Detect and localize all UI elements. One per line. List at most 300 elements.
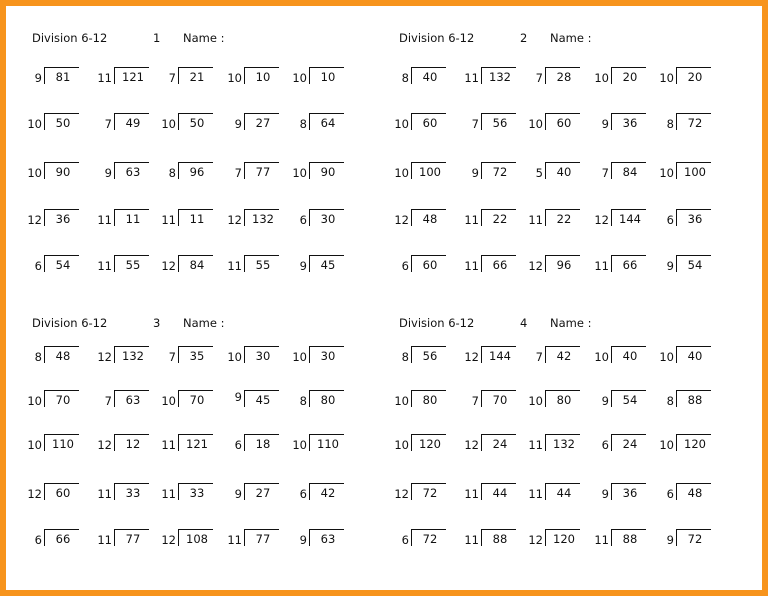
division-bracket: [676, 434, 711, 451]
division-bracket: [44, 162, 79, 179]
division-bracket: [481, 390, 516, 407]
division-problem: [525, 67, 585, 87]
worksheet-block-2: [394, 31, 759, 301]
block-title: Division 6-12: [399, 31, 475, 45]
dividend: 77: [255, 165, 271, 179]
division-problem: [656, 529, 716, 549]
division-bracket: [178, 434, 213, 451]
divisor: 6: [666, 213, 674, 227]
division-bracket: [309, 390, 344, 407]
divisor: 12: [161, 533, 176, 547]
block-header: [399, 31, 759, 47]
problem-row: [27, 113, 392, 135]
divisor: 10: [292, 350, 307, 364]
worksheet-block-4: [394, 316, 759, 586]
divisor: 10: [394, 438, 409, 452]
divisor: 11: [594, 533, 609, 547]
division-bracket: [545, 483, 580, 500]
problem-row: [394, 434, 759, 456]
division-bracket: [178, 390, 213, 407]
divisor: 9: [234, 487, 242, 501]
divisor: 10: [659, 438, 674, 452]
dividend: 30: [255, 349, 271, 363]
division-problem: [591, 255, 651, 275]
dividend: 48: [55, 349, 71, 363]
problem-row: [27, 390, 392, 412]
dividend: 77: [255, 532, 271, 546]
divisor: 8: [666, 117, 674, 131]
division-problem: [289, 67, 349, 87]
divisor: 7: [104, 117, 112, 131]
dividend: 66: [55, 532, 71, 546]
dividend: 20: [687, 70, 703, 84]
division-bracket: [545, 255, 580, 272]
division-bracket: [411, 434, 446, 451]
divisor: 7: [168, 71, 176, 85]
divisor: 8: [299, 117, 307, 131]
division-bracket: [611, 255, 646, 272]
division-problem: [525, 346, 585, 366]
dividend: 42: [556, 349, 572, 363]
divisor: 11: [97, 213, 112, 227]
dividend: 120: [419, 437, 441, 451]
dividend: 72: [687, 116, 703, 130]
division-bracket: [114, 113, 149, 130]
division-bracket: [309, 346, 344, 363]
dividend: 36: [622, 486, 638, 500]
divisor: 12: [161, 259, 176, 273]
division-problem: [461, 162, 521, 182]
dividend: 20: [622, 70, 638, 84]
dividend: 30: [320, 212, 336, 226]
divisor: 6: [34, 259, 42, 273]
division-problem: [656, 162, 716, 182]
name-label: Name :: [183, 31, 225, 45]
dividend: 27: [255, 486, 271, 500]
divisor: 6: [401, 533, 409, 547]
division-bracket: [244, 483, 279, 500]
divisor: 11: [528, 438, 543, 452]
divisor: 12: [227, 213, 242, 227]
dividend: 22: [556, 212, 572, 226]
division-problem: [461, 346, 521, 366]
problem-row: [399, 346, 759, 368]
divisor: 7: [104, 394, 112, 408]
divisor: 11: [97, 487, 112, 501]
dividend: 55: [125, 258, 141, 272]
division-problem: [525, 255, 585, 275]
division-problem: [289, 434, 349, 454]
problem-row: [394, 483, 759, 505]
division-bracket: [44, 67, 79, 84]
division-problem: [656, 255, 716, 275]
division-problem: [289, 483, 349, 503]
divisor: 11: [528, 487, 543, 501]
dividend: 80: [422, 393, 438, 407]
divisor: 11: [161, 213, 176, 227]
dividend: 60: [556, 116, 572, 130]
dividend: 35: [189, 349, 205, 363]
divisor: 10: [27, 117, 42, 131]
division-problem: [461, 390, 521, 410]
divisor: 11: [594, 259, 609, 273]
dividend: 24: [622, 437, 638, 451]
division-problem: [391, 483, 451, 503]
divisor: 9: [299, 533, 307, 547]
divisor: 10: [394, 166, 409, 180]
division-bracket: [178, 162, 213, 179]
division-bracket: [481, 346, 516, 363]
divisor: 8: [401, 350, 409, 364]
problem-row: [27, 162, 392, 184]
division-problem: [94, 113, 154, 133]
divisor: 10: [227, 71, 242, 85]
divisor: 8: [168, 166, 176, 180]
division-bracket: [309, 255, 344, 272]
division-bracket: [611, 113, 646, 130]
dividend: 10: [320, 70, 336, 84]
divisor: 9: [666, 259, 674, 273]
division-problem: [224, 346, 284, 366]
dividend: 88: [492, 532, 508, 546]
division-bracket: [309, 483, 344, 500]
problem-row: [394, 390, 759, 412]
divisor: 12: [464, 438, 479, 452]
divisor: 12: [27, 487, 42, 501]
dividend: 88: [622, 532, 638, 546]
division-problem: [224, 162, 284, 182]
division-problem: [391, 390, 451, 410]
division-problem: [461, 255, 521, 275]
division-bracket: [411, 113, 446, 130]
division-bracket: [611, 434, 646, 451]
dividend: 27: [255, 116, 271, 130]
division-problem: [224, 434, 284, 454]
division-bracket: [611, 162, 646, 179]
division-bracket: [44, 209, 79, 226]
division-problem: [24, 483, 84, 503]
problem-row: [394, 162, 759, 184]
division-problem: [591, 529, 651, 549]
divisor: 8: [299, 394, 307, 408]
dividend: 50: [189, 116, 205, 130]
problem-row: [32, 346, 392, 368]
dividend: 63: [125, 393, 141, 407]
division-problem: [24, 67, 84, 87]
division-bracket: [244, 67, 279, 84]
division-problem: [289, 346, 349, 366]
divisor: 11: [227, 533, 242, 547]
division-bracket: [545, 390, 580, 407]
division-problem: [391, 346, 451, 366]
dividend: 77: [125, 532, 141, 546]
dividend: 63: [320, 532, 336, 546]
divisor: 9: [601, 487, 609, 501]
divisor: 11: [97, 71, 112, 85]
division-bracket: [309, 113, 344, 130]
division-problem: [391, 162, 451, 182]
divisor: 9: [104, 166, 112, 180]
division-problem: [289, 529, 349, 549]
dividend: 110: [317, 437, 339, 451]
dividend: 84: [622, 165, 638, 179]
division-bracket: [411, 390, 446, 407]
divisor: 11: [464, 533, 479, 547]
divisor: 9: [601, 117, 609, 131]
division-problem: [24, 162, 84, 182]
dividend: 36: [687, 212, 703, 226]
division-bracket: [44, 255, 79, 272]
division-bracket: [545, 434, 580, 451]
dividend: 120: [684, 437, 706, 451]
divisor: 10: [659, 71, 674, 85]
division-bracket: [411, 529, 446, 546]
division-bracket: [411, 67, 446, 84]
divisor: 7: [234, 166, 242, 180]
division-problem: [224, 529, 284, 549]
dividend: 72: [422, 532, 438, 546]
division-bracket: [676, 390, 711, 407]
dividend: 21: [189, 70, 205, 84]
division-problem: [224, 390, 284, 410]
division-bracket: [178, 113, 213, 130]
divisor: 6: [401, 259, 409, 273]
division-bracket: [44, 529, 79, 546]
divisor: 9: [601, 394, 609, 408]
divisor: 12: [27, 213, 42, 227]
dividend: 48: [687, 486, 703, 500]
problem-row: [394, 113, 759, 135]
divisor: 9: [471, 166, 479, 180]
name-label: Name :: [183, 316, 225, 330]
division-problem: [525, 209, 585, 229]
dividend: 121: [186, 437, 208, 451]
division-bracket: [309, 67, 344, 84]
dividend: 60: [422, 116, 438, 130]
divisor: 10: [27, 166, 42, 180]
division-problem: [525, 162, 585, 182]
divisor: 11: [464, 213, 479, 227]
dividend: 70: [55, 393, 71, 407]
division-bracket: [545, 113, 580, 130]
dividend: 49: [125, 116, 141, 130]
division-problem: [391, 209, 451, 229]
dividend: 72: [492, 165, 508, 179]
division-problem: [158, 162, 218, 182]
dividend: 12: [125, 437, 141, 451]
division-bracket: [44, 346, 79, 363]
divisor: 10: [227, 350, 242, 364]
dividend: 45: [255, 393, 271, 407]
dividend: 72: [687, 532, 703, 546]
divisor: 6: [601, 438, 609, 452]
division-problem: [158, 346, 218, 366]
problem-row: [27, 434, 392, 456]
division-bracket: [114, 209, 149, 226]
problem-row: [32, 255, 392, 277]
problem-row: [27, 209, 392, 231]
divisor: 8: [401, 71, 409, 85]
dividend: 66: [492, 258, 508, 272]
division-bracket: [244, 346, 279, 363]
division-bracket: [545, 529, 580, 546]
division-problem: [224, 67, 284, 87]
division-problem: [158, 434, 218, 454]
division-problem: [224, 255, 284, 275]
dividend: 144: [489, 349, 511, 363]
division-problem: [158, 67, 218, 87]
division-bracket: [114, 67, 149, 84]
division-problem: [591, 113, 651, 133]
division-bracket: [411, 162, 446, 179]
dividend: 33: [125, 486, 141, 500]
divisor: 11: [97, 533, 112, 547]
division-problem: [94, 529, 154, 549]
division-problem: [24, 209, 84, 229]
block-number: 1: [153, 31, 161, 45]
division-bracket: [44, 434, 79, 451]
divisor: 7: [535, 350, 543, 364]
division-bracket: [611, 67, 646, 84]
dividend: 56: [492, 116, 508, 130]
division-bracket: [676, 162, 711, 179]
division-problem: [94, 209, 154, 229]
division-bracket: [481, 162, 516, 179]
divisor: 8: [666, 394, 674, 408]
division-problem: [656, 483, 716, 503]
dividend: 54: [687, 258, 703, 272]
dividend: 96: [556, 258, 572, 272]
divisor: 7: [601, 166, 609, 180]
division-bracket: [178, 67, 213, 84]
division-problem: [591, 390, 651, 410]
dividend: 11: [125, 212, 141, 226]
division-bracket: [244, 390, 279, 407]
dividend: 24: [492, 437, 508, 451]
division-bracket: [114, 529, 149, 546]
division-bracket: [545, 162, 580, 179]
divisor: 12: [97, 438, 112, 452]
divisor: 6: [34, 533, 42, 547]
dividend: 50: [55, 116, 71, 130]
division-bracket: [411, 483, 446, 500]
divisor: 9: [34, 71, 42, 85]
division-problem: [24, 529, 84, 549]
divisor: 5: [535, 166, 543, 180]
division-problem: [289, 390, 349, 410]
block-number: 3: [153, 316, 161, 330]
dividend: 11: [189, 212, 205, 226]
division-problem: [656, 434, 716, 454]
division-problem: [591, 434, 651, 454]
worksheet-block-3: [27, 316, 392, 586]
problem-row: [27, 483, 392, 505]
division-bracket: [178, 209, 213, 226]
dividend: 66: [622, 258, 638, 272]
divisor: 8: [34, 350, 42, 364]
dividend: 54: [55, 258, 71, 272]
division-problem: [591, 209, 651, 229]
division-bracket: [244, 434, 279, 451]
division-bracket: [309, 162, 344, 179]
dividend: 44: [556, 486, 572, 500]
division-bracket: [481, 529, 516, 546]
division-bracket: [178, 529, 213, 546]
divisor: 7: [471, 117, 479, 131]
dividend: 40: [622, 349, 638, 363]
divisor: 9: [299, 259, 307, 273]
divisor: 12: [528, 259, 543, 273]
division-bracket: [114, 255, 149, 272]
divisor: 10: [161, 117, 176, 131]
division-bracket: [44, 113, 79, 130]
problem-row: [32, 529, 392, 551]
division-problem: [461, 483, 521, 503]
division-bracket: [611, 390, 646, 407]
division-bracket: [545, 209, 580, 226]
division-bracket: [676, 483, 711, 500]
division-problem: [461, 529, 521, 549]
divisor: 9: [234, 390, 242, 404]
division-problem: [94, 346, 154, 366]
dividend: 100: [419, 165, 441, 179]
divisor: 10: [27, 394, 42, 408]
dividend: 55: [255, 258, 271, 272]
division-problem: [94, 67, 154, 87]
division-problem: [94, 390, 154, 410]
division-bracket: [481, 255, 516, 272]
dividend: 90: [320, 165, 336, 179]
division-problem: [525, 390, 585, 410]
problem-row: [399, 255, 759, 277]
division-problem: [591, 162, 651, 182]
division-problem: [391, 529, 451, 549]
division-problem: [158, 529, 218, 549]
divisor: 7: [535, 71, 543, 85]
division-problem: [591, 483, 651, 503]
division-bracket: [411, 255, 446, 272]
division-problem: [461, 67, 521, 87]
divisor: 10: [394, 394, 409, 408]
block-header: [32, 31, 392, 47]
dividend: 144: [619, 212, 641, 226]
dividend: 56: [422, 349, 438, 363]
divisor: 11: [161, 438, 176, 452]
block-number: 2: [520, 31, 528, 45]
divisor: 11: [464, 259, 479, 273]
division-bracket: [244, 255, 279, 272]
division-bracket: [676, 255, 711, 272]
division-problem: [525, 113, 585, 133]
division-problem: [391, 434, 451, 454]
division-bracket: [481, 113, 516, 130]
division-problem: [158, 390, 218, 410]
dividend: 22: [492, 212, 508, 226]
dividend: 40: [556, 165, 572, 179]
division-bracket: [676, 346, 711, 363]
dividend: 132: [489, 70, 511, 84]
dividend: 88: [687, 393, 703, 407]
division-bracket: [676, 209, 711, 226]
division-problem: [224, 113, 284, 133]
division-bracket: [481, 209, 516, 226]
division-problem: [656, 390, 716, 410]
division-bracket: [309, 209, 344, 226]
divisor: 12: [594, 213, 609, 227]
divisor: 9: [234, 117, 242, 131]
divisor: 10: [528, 394, 543, 408]
division-bracket: [676, 67, 711, 84]
